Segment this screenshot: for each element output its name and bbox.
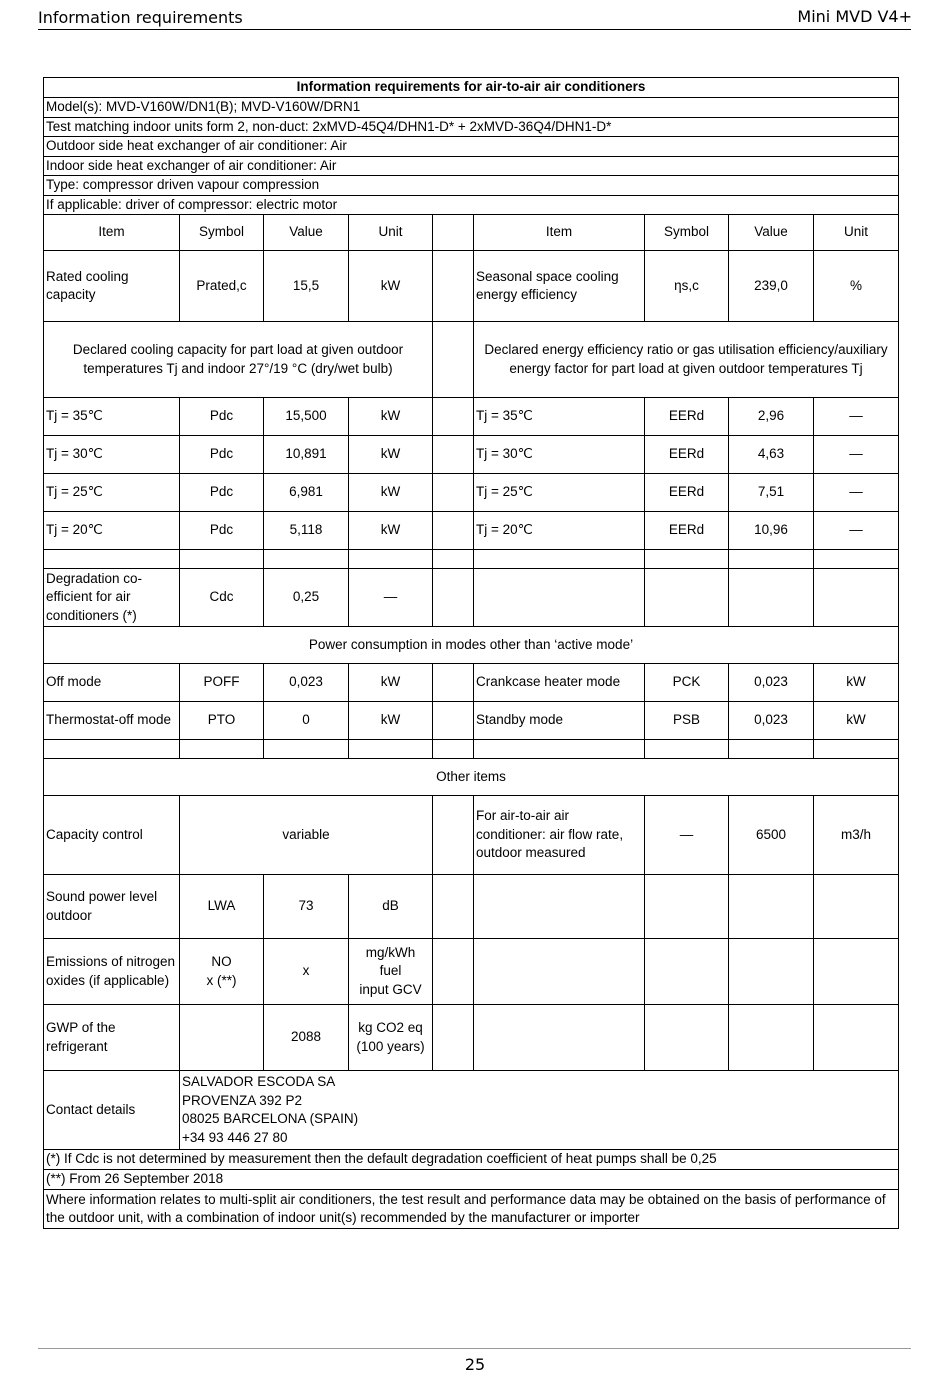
rated-value: 15,5 (264, 251, 349, 322)
header-item: Item (44, 215, 180, 251)
rated-row (44, 251, 899, 322)
tj-value: 5,118 (264, 512, 349, 550)
tj-label: Tj = 20℃ (44, 512, 180, 550)
seasonal-efficiency-symbol: ηs,c (645, 251, 729, 322)
sound-power-unit: dB (349, 875, 433, 939)
emissions-row (44, 939, 899, 1005)
header-value-right: Value (729, 215, 814, 251)
emissions-symbol: NO x (**) (180, 939, 264, 1005)
seasonal-efficiency-label: Seasonal space cooling energy efficiency (474, 251, 645, 322)
gwp-unit: kg CO2 eq (100 years) (349, 1005, 433, 1071)
footnote-cdc: (*) If Cdc is not determined by measurement then the default degradation coefficient of heat pumps shall be 0,25 (44, 1150, 899, 1170)
header-divider (38, 29, 911, 30)
tj-unit: kW (349, 398, 433, 436)
spacer-cell (433, 398, 474, 436)
off-mode-label: Off mode (44, 664, 180, 702)
air-flow-value: 6500 (729, 796, 814, 875)
info-row-driver: If applicable: driver of compressor: electric motor (44, 195, 899, 215)
header-unit-right: Unit (814, 215, 899, 251)
air-flow-symbol: — (645, 796, 729, 875)
power-row (44, 664, 899, 702)
standby-label: Standby mode (474, 702, 645, 740)
gwp-row (44, 1005, 899, 1071)
header-unit: Unit (349, 215, 433, 251)
tj-label-right: Tj = 35℃ (474, 398, 645, 436)
tj-unit-right: — (814, 474, 899, 512)
header-title: Information requirements (38, 8, 243, 27)
capacity-row (44, 796, 899, 875)
spacer-cell (433, 664, 474, 702)
rated-symbol: Prated,c (180, 251, 264, 322)
degradation-value: 0,25 (264, 569, 349, 627)
other-items-heading: Other items (44, 759, 899, 796)
table-title: Information requirements for air-to-air air conditioners (44, 78, 899, 98)
sound-row (44, 875, 899, 939)
tj-row (44, 512, 899, 550)
spacer-cell (433, 215, 474, 251)
emissions-label: Emissions of nitrogen oxides (if applicable) (44, 939, 180, 1005)
thermostat-off-label: Thermostat-off mode (44, 702, 180, 740)
spacer-cell (433, 436, 474, 474)
tj-unit: kW (349, 474, 433, 512)
thermostat-off-symbol: PTO (180, 702, 264, 740)
degradation-row (44, 569, 899, 627)
part-load-efficiency-heading: Declared energy efficiency ratio or gas utilisation efficiency/auxiliary energy factor for part load at given outdoor temperatures Tj (474, 322, 899, 398)
page-number: 25 (464, 1355, 486, 1374)
header-symbol: Symbol (180, 215, 264, 251)
tj-symbol: Pdc (180, 474, 264, 512)
spacer-cell (433, 702, 474, 740)
power-consumption-heading: Power consumption in modes other than ‘active mode’ (44, 627, 899, 664)
gwp-value: 2088 (264, 1005, 349, 1071)
part-load-capacity-heading: Declared cooling capacity for part load at given outdoor temperatures Tj and indoor 27°/19 °C (dry/wet bulb) (44, 322, 433, 398)
degradation-unit: — (349, 569, 433, 627)
gwp-symbol (180, 1005, 264, 1071)
spacer-cell (433, 251, 474, 322)
tj-label: Tj = 35℃ (44, 398, 180, 436)
rated-cooling-capacity-label: Rated cooling capacity (44, 251, 180, 322)
tj-label: Tj = 25℃ (44, 474, 180, 512)
contact-details-text: SALVADOR ESCODA SA PROVENZA 392 P2 08025 BARCELONA (SPAIN) +34 93 446 27 80 (180, 1071, 899, 1150)
sound-power-label: Sound power level outdoor (44, 875, 180, 939)
emissions-value: x (264, 939, 349, 1005)
empty-row (44, 550, 899, 569)
off-mode-symbol: POFF (180, 664, 264, 702)
power-row (44, 702, 899, 740)
header-value: Value (264, 215, 349, 251)
tj-label-right: Tj = 30℃ (474, 436, 645, 474)
rated-unit: kW (349, 251, 433, 322)
degradation-label: Degradation co-efficient for air conditioners (*) (44, 569, 180, 627)
degradation-symbol: Cdc (180, 569, 264, 627)
tj-symbol: Pdc (180, 398, 264, 436)
header-product-name: Mini MVD V4+ (797, 7, 912, 26)
tj-symbol: Pdc (180, 512, 264, 550)
tj-unit: kW (349, 436, 433, 474)
tj-label-right: Tj = 20℃ (474, 512, 645, 550)
air-flow-label: For air-to-air air conditioner: air flow rate, outdoor measured (474, 796, 645, 875)
thermostat-off-unit: kW (349, 702, 433, 740)
tj-symbol-right: EERd (645, 474, 729, 512)
contact-details-label: Contact details (44, 1071, 180, 1150)
off-mode-unit: kW (349, 664, 433, 702)
seasonal-efficiency-value: 239,0 (729, 251, 814, 322)
tj-symbol: Pdc (180, 436, 264, 474)
crankcase-symbol: PCK (645, 664, 729, 702)
standby-unit: kW (814, 702, 899, 740)
air-flow-unit: m3/h (814, 796, 899, 875)
spacer-cell (433, 474, 474, 512)
tj-label: Tj = 30℃ (44, 436, 180, 474)
tj-value-right: 7,51 (729, 474, 814, 512)
capacity-control-value: variable (180, 796, 433, 875)
off-mode-value: 0,023 (264, 664, 349, 702)
standby-value: 0,023 (729, 702, 814, 740)
tj-symbol-right: EERd (645, 398, 729, 436)
crankcase-label: Crankcase heater mode (474, 664, 645, 702)
part-load-section-row (44, 322, 899, 398)
column-header-row (44, 215, 899, 251)
info-row-models: Model(s): MVD-V160W/DN1(B); MVD-V160W/DRN1 (44, 98, 899, 118)
tj-label-right: Tj = 25℃ (474, 474, 645, 512)
info-row-outdoor-exchanger: Outdoor side heat exchanger of air conditioner: Air (44, 137, 899, 157)
tj-symbol-right: EERd (645, 512, 729, 550)
crankcase-value: 0,023 (729, 664, 814, 702)
emissions-unit: mg/kWh fuel input GCV (349, 939, 433, 1005)
crankcase-unit: kW (814, 664, 899, 702)
tj-value-right: 10,96 (729, 512, 814, 550)
tj-unit: kW (349, 512, 433, 550)
tj-unit-right: — (814, 436, 899, 474)
info-row-indoor-exchanger: Indoor side heat exchanger of air conditioner: Air (44, 156, 899, 176)
sound-power-value: 73 (264, 875, 349, 939)
standby-symbol: PSB (645, 702, 729, 740)
info-row-type: Type: compressor driven vapour compression (44, 176, 899, 196)
tj-unit-right: — (814, 398, 899, 436)
tj-row (44, 398, 899, 436)
tj-value-right: 4,63 (729, 436, 814, 474)
footer-divider (38, 1348, 911, 1349)
capacity-control-label: Capacity control (44, 796, 180, 875)
footnote-date: (**) From 26 September 2018 (44, 1170, 899, 1190)
information-requirements-table (43, 77, 899, 1229)
tj-unit-right: — (814, 512, 899, 550)
tj-value-right: 2,96 (729, 398, 814, 436)
seasonal-efficiency-unit: % (814, 251, 899, 322)
tj-value: 10,891 (264, 436, 349, 474)
tj-value: 6,981 (264, 474, 349, 512)
spacer-cell (433, 512, 474, 550)
tj-row (44, 436, 899, 474)
tj-row (44, 474, 899, 512)
spacer-cell (433, 322, 474, 398)
contact-row (44, 1071, 899, 1150)
tj-symbol-right: EERd (645, 436, 729, 474)
gwp-label: GWP of the refrigerant (44, 1005, 180, 1071)
header-item-right: Item (474, 215, 645, 251)
header-symbol-right: Symbol (645, 215, 729, 251)
sound-power-symbol: LWA (180, 875, 264, 939)
tj-value: 15,500 (264, 398, 349, 436)
spacer-cell (433, 796, 474, 875)
thermostat-off-value: 0 (264, 702, 349, 740)
info-row-indoor-units: Test matching indoor units form 2, non-duct: 2xMVD-45Q4/DHN1-D* + 2xMVD-36Q4/DHN1-D* (44, 117, 899, 137)
empty-row (44, 740, 899, 759)
footnote-multi-split: Where information relates to multi-split air conditioners, the test result and performance data may be obtained on the basis of performance of the outdoor unit, with a combination of indoor unit(s) recommended by the manufacturer or importer (44, 1190, 899, 1229)
